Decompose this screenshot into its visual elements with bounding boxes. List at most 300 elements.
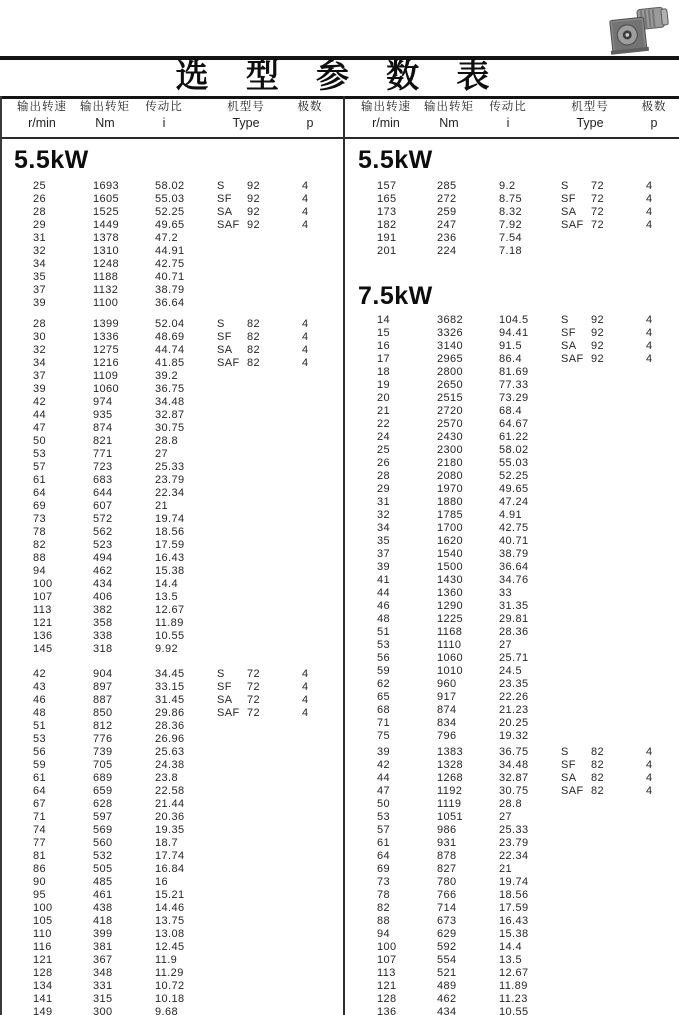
cell-size xyxy=(591,889,646,902)
cell-speed: 128 xyxy=(377,993,397,1005)
header-zh: 输出转速 xyxy=(361,101,411,113)
cell-torque: 986 xyxy=(437,824,457,836)
cell-ratio: 23.79 xyxy=(499,837,529,849)
cell-model xyxy=(561,483,591,496)
cell-size: 92 xyxy=(247,180,261,192)
table-left-half xyxy=(0,142,344,1015)
cell-size xyxy=(247,967,302,980)
cell-poles xyxy=(302,733,332,746)
table-row xyxy=(344,941,679,954)
cell-speed: 21 xyxy=(377,405,391,417)
cell-ratio: 28.8 xyxy=(155,435,179,447)
table-row xyxy=(0,941,344,954)
cell-torque: 1970 xyxy=(437,483,464,495)
cell-speed: 78 xyxy=(377,889,391,901)
table-row xyxy=(344,219,679,232)
table-row xyxy=(0,344,344,357)
cell-ratio: 7.54 xyxy=(499,232,523,244)
cell-size: 72 xyxy=(247,707,261,719)
cell-ratio: 27 xyxy=(155,448,169,460)
cell-speed: 113 xyxy=(377,967,396,979)
cell-torque: 1336 xyxy=(93,331,120,343)
cell-torque: 628 xyxy=(93,798,113,810)
cell-ratio: 13.5 xyxy=(499,954,523,966)
cell-model xyxy=(217,941,247,954)
cell-model xyxy=(561,652,591,665)
cell-ratio: 22.34 xyxy=(155,487,185,499)
table-row xyxy=(344,574,679,587)
cell-model xyxy=(217,915,247,928)
cell-size: 82 xyxy=(591,759,605,771)
cell-poles xyxy=(646,587,676,600)
cell-speed: 25 xyxy=(33,180,47,192)
cell-size xyxy=(591,798,646,811)
cell-torque: 406 xyxy=(93,591,113,603)
cell-size xyxy=(247,915,302,928)
cell-speed: 44 xyxy=(377,772,391,784)
cell-model: SF xyxy=(561,193,576,205)
cell-size xyxy=(591,561,646,574)
table-row xyxy=(344,340,679,353)
table-row xyxy=(0,617,344,630)
cell-poles xyxy=(302,448,332,461)
cell-speed: 88 xyxy=(33,552,47,564)
cell-ratio: 52.25 xyxy=(499,470,529,482)
cell-poles xyxy=(646,967,676,980)
cell-torque: 2515 xyxy=(437,392,464,404)
header-zh: 机型号 xyxy=(227,101,265,113)
cell-poles xyxy=(302,409,332,422)
table-row xyxy=(0,513,344,526)
cell-model xyxy=(561,889,591,902)
cell-speed: 34 xyxy=(33,357,47,369)
cell-model xyxy=(217,630,247,643)
table-row xyxy=(344,496,679,509)
cell-poles xyxy=(302,526,332,539)
cell-poles xyxy=(302,889,332,902)
cell-ratio: 31.35 xyxy=(499,600,529,612)
cell-model xyxy=(217,889,247,902)
cell-model xyxy=(217,271,247,284)
cell-model xyxy=(561,717,591,730)
cell-speed: 100 xyxy=(33,902,53,914)
cell-speed: 46 xyxy=(33,694,47,706)
table-row xyxy=(0,552,344,565)
cell-model: SAF xyxy=(217,219,240,231)
cell-size xyxy=(591,863,646,876)
cell-ratio: 77.33 xyxy=(499,379,529,391)
cell-size: 82 xyxy=(247,331,261,343)
cell-size: 82 xyxy=(591,772,605,784)
cell-torque: 1109 xyxy=(93,370,119,382)
cell-size xyxy=(247,785,302,798)
table-row xyxy=(0,409,344,422)
cell-poles xyxy=(302,604,332,617)
cell-model xyxy=(217,604,247,617)
cell-poles xyxy=(646,392,676,405)
cell-size xyxy=(247,526,302,539)
cell-poles: 4 xyxy=(302,219,309,231)
cell-size xyxy=(591,704,646,717)
cell-size xyxy=(591,730,646,743)
cell-poles xyxy=(302,396,332,409)
cell-model xyxy=(561,811,591,824)
cell-torque: 659 xyxy=(93,785,113,797)
cell-speed: 62 xyxy=(377,678,391,690)
cell-speed: 34 xyxy=(33,258,47,270)
cell-speed: 39 xyxy=(377,561,391,573)
cell-torque: 714 xyxy=(437,902,457,914)
cell-poles xyxy=(302,850,332,863)
cell-speed: 110 xyxy=(33,928,52,940)
cell-size xyxy=(247,513,302,526)
cell-speed: 19 xyxy=(377,379,391,391)
table-row xyxy=(0,915,344,928)
cell-size xyxy=(247,604,302,617)
table-row xyxy=(344,535,679,548)
cell-model xyxy=(561,379,591,392)
cell-torque: 560 xyxy=(93,837,113,849)
cell-speed: 73 xyxy=(377,876,391,888)
cell-poles xyxy=(646,483,676,496)
cell-size xyxy=(247,980,302,993)
cell-ratio: 11.89 xyxy=(155,617,184,629)
cell-speed: 116 xyxy=(33,941,52,953)
cell-speed: 61 xyxy=(377,837,391,849)
cell-size xyxy=(591,379,646,392)
cell-size: 92 xyxy=(247,193,261,205)
table-row xyxy=(0,435,344,448)
cell-speed: 86 xyxy=(33,863,47,875)
cell-size xyxy=(247,539,302,552)
table-row xyxy=(344,759,679,772)
cell-size xyxy=(247,850,302,863)
cell-ratio: 58.02 xyxy=(499,444,529,456)
cell-model: SA xyxy=(561,772,577,784)
header-output-speed xyxy=(12,100,72,132)
cell-size xyxy=(247,889,302,902)
table-row xyxy=(0,422,344,435)
cell-size xyxy=(247,232,302,245)
cell-speed: 48 xyxy=(33,707,47,719)
cell-poles: 4 xyxy=(646,193,653,205)
table-row xyxy=(0,759,344,772)
cell-speed: 78 xyxy=(33,526,47,538)
cell-speed: 39 xyxy=(33,297,47,309)
table-row xyxy=(344,902,679,915)
cell-size xyxy=(591,1006,646,1015)
cell-size xyxy=(247,396,302,409)
cell-model xyxy=(561,704,591,717)
cell-poles xyxy=(302,772,332,785)
cell-size xyxy=(247,733,302,746)
cell-size xyxy=(591,928,646,941)
cell-poles xyxy=(646,613,676,626)
table-row xyxy=(0,370,344,383)
cell-torque: 644 xyxy=(93,487,113,499)
cell-poles xyxy=(302,474,332,487)
cell-model xyxy=(561,993,591,1006)
cell-torque: 259 xyxy=(437,206,457,218)
cell-torque: 224 xyxy=(437,245,457,257)
cell-poles xyxy=(646,548,676,561)
cell-speed: 82 xyxy=(377,902,391,914)
cell-speed: 145 xyxy=(33,643,53,655)
cell-model xyxy=(217,824,247,837)
cell-ratio: 34.76 xyxy=(499,574,529,586)
cell-model xyxy=(217,500,247,513)
cell-poles xyxy=(302,539,332,552)
cell-model: SF xyxy=(217,331,232,343)
cell-torque: 399 xyxy=(93,928,113,940)
cell-ratio: 58.02 xyxy=(155,180,185,192)
cell-model xyxy=(217,435,247,448)
cell-poles xyxy=(646,665,676,678)
cell-poles xyxy=(646,535,676,548)
cell-model xyxy=(217,733,247,746)
cell-torque: 554 xyxy=(437,954,457,966)
cell-torque: 1360 xyxy=(437,587,464,599)
cell-poles: 4 xyxy=(646,772,653,784)
cell-poles xyxy=(302,954,332,967)
cell-ratio: 21.44 xyxy=(155,798,185,810)
table-row xyxy=(344,889,679,902)
cell-model xyxy=(217,967,247,980)
cell-size xyxy=(591,418,646,431)
cell-poles: 4 xyxy=(646,353,653,365)
cell-torque: 1275 xyxy=(93,344,120,356)
cell-speed: 121 xyxy=(377,980,397,992)
cell-speed: 191 xyxy=(377,232,397,244)
cell-ratio: 7.92 xyxy=(499,219,523,231)
table-row xyxy=(0,284,344,297)
cell-ratio: 32.87 xyxy=(499,772,529,784)
cell-poles xyxy=(646,824,676,837)
cell-torque: 812 xyxy=(93,720,113,732)
cell-speed: 71 xyxy=(377,717,391,729)
cell-torque: 834 xyxy=(437,717,457,729)
cell-speed: 59 xyxy=(33,759,47,771)
cell-torque: 1399 xyxy=(93,318,120,330)
cell-model: S xyxy=(561,746,569,758)
cell-poles xyxy=(302,383,332,396)
cell-torque: 2430 xyxy=(437,431,464,443)
cell-speed: 42 xyxy=(33,668,47,680)
cell-torque: 1051 xyxy=(437,811,464,823)
cell-ratio: 36.75 xyxy=(499,746,529,758)
cell-speed: 26 xyxy=(33,193,47,205)
table-row xyxy=(0,383,344,396)
cell-torque: 776 xyxy=(93,733,113,745)
header-zh: 传动比 xyxy=(145,101,183,113)
table-row xyxy=(344,405,679,418)
cell-torque: 705 xyxy=(93,759,113,771)
cell-model xyxy=(561,496,591,509)
cell-torque: 1060 xyxy=(93,383,120,395)
cell-model xyxy=(561,574,591,587)
header-unit: r/min xyxy=(28,116,56,130)
cell-model xyxy=(217,297,247,310)
cell-ratio: 31.45 xyxy=(155,694,185,706)
cell-size xyxy=(591,954,646,967)
cell-speed: 41 xyxy=(377,574,391,586)
table-row xyxy=(0,980,344,993)
table-row xyxy=(0,993,344,1006)
cell-poles xyxy=(302,863,332,876)
table-row xyxy=(0,889,344,902)
cell-ratio: 9.92 xyxy=(155,643,179,655)
cell-size xyxy=(247,941,302,954)
table-row xyxy=(344,980,679,993)
cell-model xyxy=(561,876,591,889)
table-row xyxy=(344,798,679,811)
cell-size xyxy=(247,297,302,310)
cell-model xyxy=(561,444,591,457)
cell-poles: 4 xyxy=(646,314,653,326)
cell-model xyxy=(217,954,247,967)
table-row xyxy=(344,600,679,613)
cell-ratio: 15.38 xyxy=(155,565,185,577)
cell-size xyxy=(591,366,646,379)
header-unit: i xyxy=(162,116,166,130)
cell-speed: 71 xyxy=(33,811,47,823)
cell-torque: 1700 xyxy=(437,522,464,534)
cell-ratio: 16.43 xyxy=(155,552,185,564)
cell-model xyxy=(217,578,247,591)
cell-speed: 43 xyxy=(33,681,47,693)
cell-speed: 53 xyxy=(33,448,47,460)
cell-size xyxy=(591,837,646,850)
cell-poles xyxy=(302,837,332,850)
cell-poles xyxy=(302,643,332,656)
cell-speed: 17 xyxy=(377,353,391,365)
power-section-heading: 7.5kW xyxy=(358,282,433,310)
table-row xyxy=(344,444,679,457)
cell-size xyxy=(247,284,302,297)
cell-model xyxy=(561,954,591,967)
table-row xyxy=(0,720,344,733)
table-row xyxy=(0,448,344,461)
cell-size xyxy=(247,617,302,630)
cell-model xyxy=(561,366,591,379)
cell-size: 72 xyxy=(247,694,261,706)
cell-model xyxy=(561,535,591,548)
cell-torque: 935 xyxy=(93,409,113,421)
cell-poles xyxy=(646,798,676,811)
cell-ratio: 38.79 xyxy=(499,548,529,560)
cell-model xyxy=(561,980,591,993)
cell-torque: 300 xyxy=(93,1006,113,1015)
cell-model xyxy=(217,383,247,396)
cell-model: SAF xyxy=(217,707,240,719)
cell-size xyxy=(591,811,646,824)
cell-torque: 878 xyxy=(437,850,457,862)
table-row xyxy=(0,694,344,707)
cell-model xyxy=(561,587,591,600)
table-row xyxy=(344,353,679,366)
cell-speed: 75 xyxy=(377,730,391,742)
cell-poles xyxy=(646,980,676,993)
cell-speed: 82 xyxy=(33,539,47,551)
cell-size: 72 xyxy=(591,180,605,192)
cell-speed: 69 xyxy=(377,863,391,875)
header-output-torque xyxy=(75,100,135,132)
cell-torque: 2965 xyxy=(437,353,464,365)
cell-poles xyxy=(302,1006,332,1015)
cell-torque: 1693 xyxy=(93,180,120,192)
cell-model xyxy=(217,487,247,500)
cell-ratio: 34.45 xyxy=(155,668,185,680)
table-row xyxy=(344,180,679,193)
cell-model xyxy=(217,448,247,461)
header-unit: p xyxy=(650,116,658,130)
cell-torque: 1328 xyxy=(437,759,464,771)
cell-size xyxy=(591,691,646,704)
header-model xyxy=(211,100,281,132)
cell-size xyxy=(247,500,302,513)
cell-torque: 315 xyxy=(93,993,113,1005)
table-row xyxy=(344,232,679,245)
cell-poles xyxy=(302,552,332,565)
cell-ratio: 41.85 xyxy=(155,357,185,369)
cell-poles xyxy=(302,370,332,383)
cell-poles xyxy=(646,366,676,379)
cell-model: SA xyxy=(217,344,233,356)
title-bottom-rule xyxy=(0,96,679,99)
cell-poles xyxy=(302,500,332,513)
cell-speed: 34 xyxy=(377,522,391,534)
table-row xyxy=(0,772,344,785)
cell-size xyxy=(247,811,302,824)
cell-speed: 165 xyxy=(377,193,397,205)
cell-speed: 31 xyxy=(377,496,391,508)
table-row xyxy=(0,206,344,219)
cell-speed: 157 xyxy=(377,180,397,192)
cell-poles xyxy=(302,928,332,941)
cell-torque: 462 xyxy=(437,993,457,1005)
cell-torque: 562 xyxy=(93,526,113,538)
ratio-block xyxy=(0,668,344,1015)
cell-torque: 931 xyxy=(437,837,457,849)
cell-poles xyxy=(302,811,332,824)
table-row xyxy=(344,206,679,219)
cell-speed: 53 xyxy=(33,733,47,745)
cell-ratio: 11.89 xyxy=(499,980,528,992)
table-row xyxy=(0,219,344,232)
cell-torque: 1310 xyxy=(93,245,120,257)
table-row xyxy=(0,604,344,617)
cell-speed: 65 xyxy=(377,691,391,703)
cell-torque: 3326 xyxy=(437,327,464,339)
ratio-block xyxy=(0,318,344,656)
table-row xyxy=(344,418,679,431)
cell-speed: 56 xyxy=(33,746,47,758)
table-row xyxy=(0,643,344,656)
cell-poles xyxy=(646,574,676,587)
cell-size: 92 xyxy=(247,219,261,231)
cell-ratio: 24.38 xyxy=(155,759,185,771)
cell-speed: 35 xyxy=(33,271,47,283)
cell-torque: 1168 xyxy=(437,626,463,638)
cell-ratio: 42.75 xyxy=(155,258,185,270)
header-zh: 极数 xyxy=(641,101,667,113)
cell-size: 72 xyxy=(591,193,605,205)
cell-speed: 128 xyxy=(33,967,53,979)
cell-model xyxy=(561,863,591,876)
table-row xyxy=(0,811,344,824)
cell-torque: 1010 xyxy=(437,665,464,677)
cell-size: 92 xyxy=(591,353,605,365)
